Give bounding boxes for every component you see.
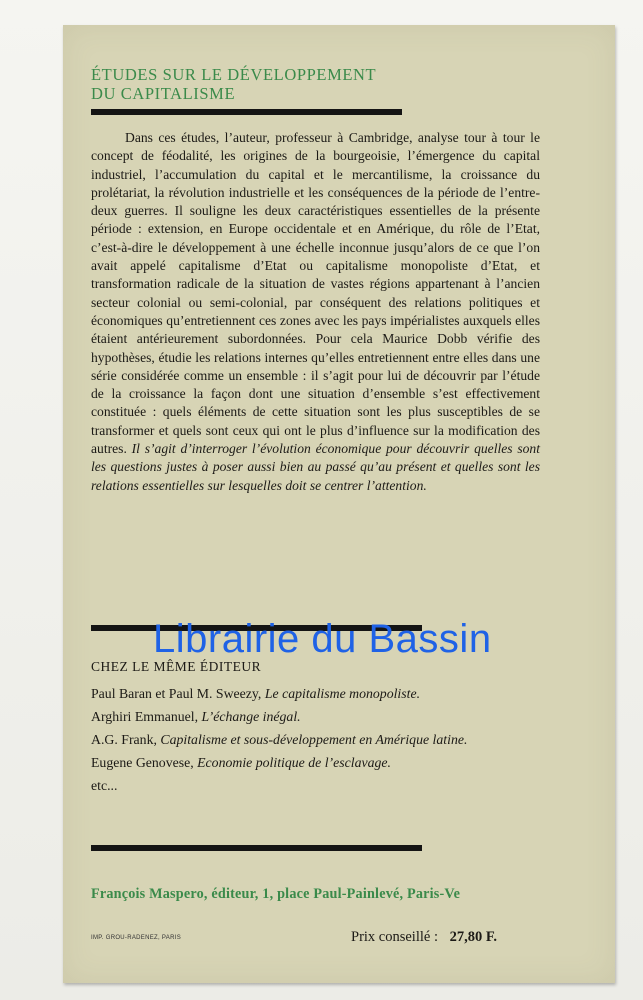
price-label: Prix conseillé : bbox=[351, 929, 438, 945]
description-italic-text: Il s’agit d’interroger l’évolution économique pour découvrir quelles sont les questions justes à poser aussi bien au passé qu’au présent et quelles sont les relations essentielles sur lesquelles doit se centrer l’attention. bbox=[91, 441, 541, 493]
book-author: Eugene Genovese, bbox=[91, 755, 194, 770]
top-divider-rule bbox=[91, 109, 402, 115]
book-author: Paul Baran et Paul M. Sweezy, bbox=[91, 686, 262, 701]
book-title: Economie politique de l’esclavage. bbox=[197, 755, 391, 770]
printer-imprint: IMP. GROU-RADENEZ, PARIS bbox=[91, 935, 181, 941]
book-author: Arghiri Emmanuel, bbox=[91, 709, 199, 724]
book-back-cover bbox=[63, 25, 615, 983]
price-value: 27,80 F. bbox=[449, 929, 498, 945]
list-item bbox=[91, 731, 551, 749]
book-author: A.G. Frank, bbox=[91, 732, 157, 747]
list-item bbox=[91, 708, 551, 726]
price bbox=[351, 929, 497, 946]
same-editor-heading: CHEZ LE MÊME ÉDITEUR bbox=[91, 659, 262, 674]
book-title: Capitalisme et sous-développement en Amérique latine. bbox=[160, 732, 468, 747]
same-editor-book-list bbox=[91, 685, 551, 800]
series-title-line-2: DU CAPITALISME bbox=[91, 84, 236, 103]
bottom-divider-rule bbox=[91, 845, 422, 851]
description-text: Dans ces études, l’auteur, professeur à Cambridge, analyse tour à tour le concept de féodalité, les origines de la bourgeoisie, l’émergence du capital industriel, l’accumulation du capital et le mercantilisme, la croissance du prolétariat, la révolution industrielle et les conséquences de la période de l’entre-deux guerres. Il souligne les deux caractéristiques essentielles de la présente période : extension, en Europe occidentale et en Amérique, du rôle de l’Etat, c’est-à-dire le développement à une échelle inconnue jusqu’alors de ce que l’on avait appelé capitalisme d’Etat ou capitalisme monopoliste d’Etat, et transformation radicale de la situation de vastes régions appartenant à l’ancien secteur colonial ou semi-colonial, par conséquent des relations politiques et économiques qu’entretiennent ces zones avec les pays impérialistes auxquels elles étaient antérieurement subordonnées. Pour cela Maurice Dobb vérifie des hypothèses, étudie les relations internes qu’elles entretiennent entre elles dans une série considérée comme un ensemble : il s’agit pour lui de découvrir par l’étude de la croissance la façon dont une situation d’ensemble s’est effectivement constituée : quels éléments de cette situation sont les plus susceptibles de se transformer et quels sont ceux qui ont le plus d’influence sur la modification des autres. bbox=[91, 130, 540, 457]
series-title bbox=[91, 65, 511, 103]
series-title-line-1: ÉTUDES SUR LE DÉVELOPPEMENT bbox=[91, 65, 377, 84]
publisher-address: François Maspero, éditeur, 1, place Paul-Painlevé, Paris-Ve bbox=[91, 886, 461, 902]
book-title: L’échange inégal. bbox=[201, 709, 301, 724]
description-paragraph bbox=[91, 129, 540, 495]
book-title: Le capitalisme monopoliste. bbox=[264, 686, 421, 701]
watermark-overlay: Librairie du Bassin bbox=[153, 617, 492, 661]
list-item bbox=[91, 754, 551, 772]
list-etc: etc... bbox=[91, 778, 118, 793]
list-item bbox=[91, 685, 551, 703]
